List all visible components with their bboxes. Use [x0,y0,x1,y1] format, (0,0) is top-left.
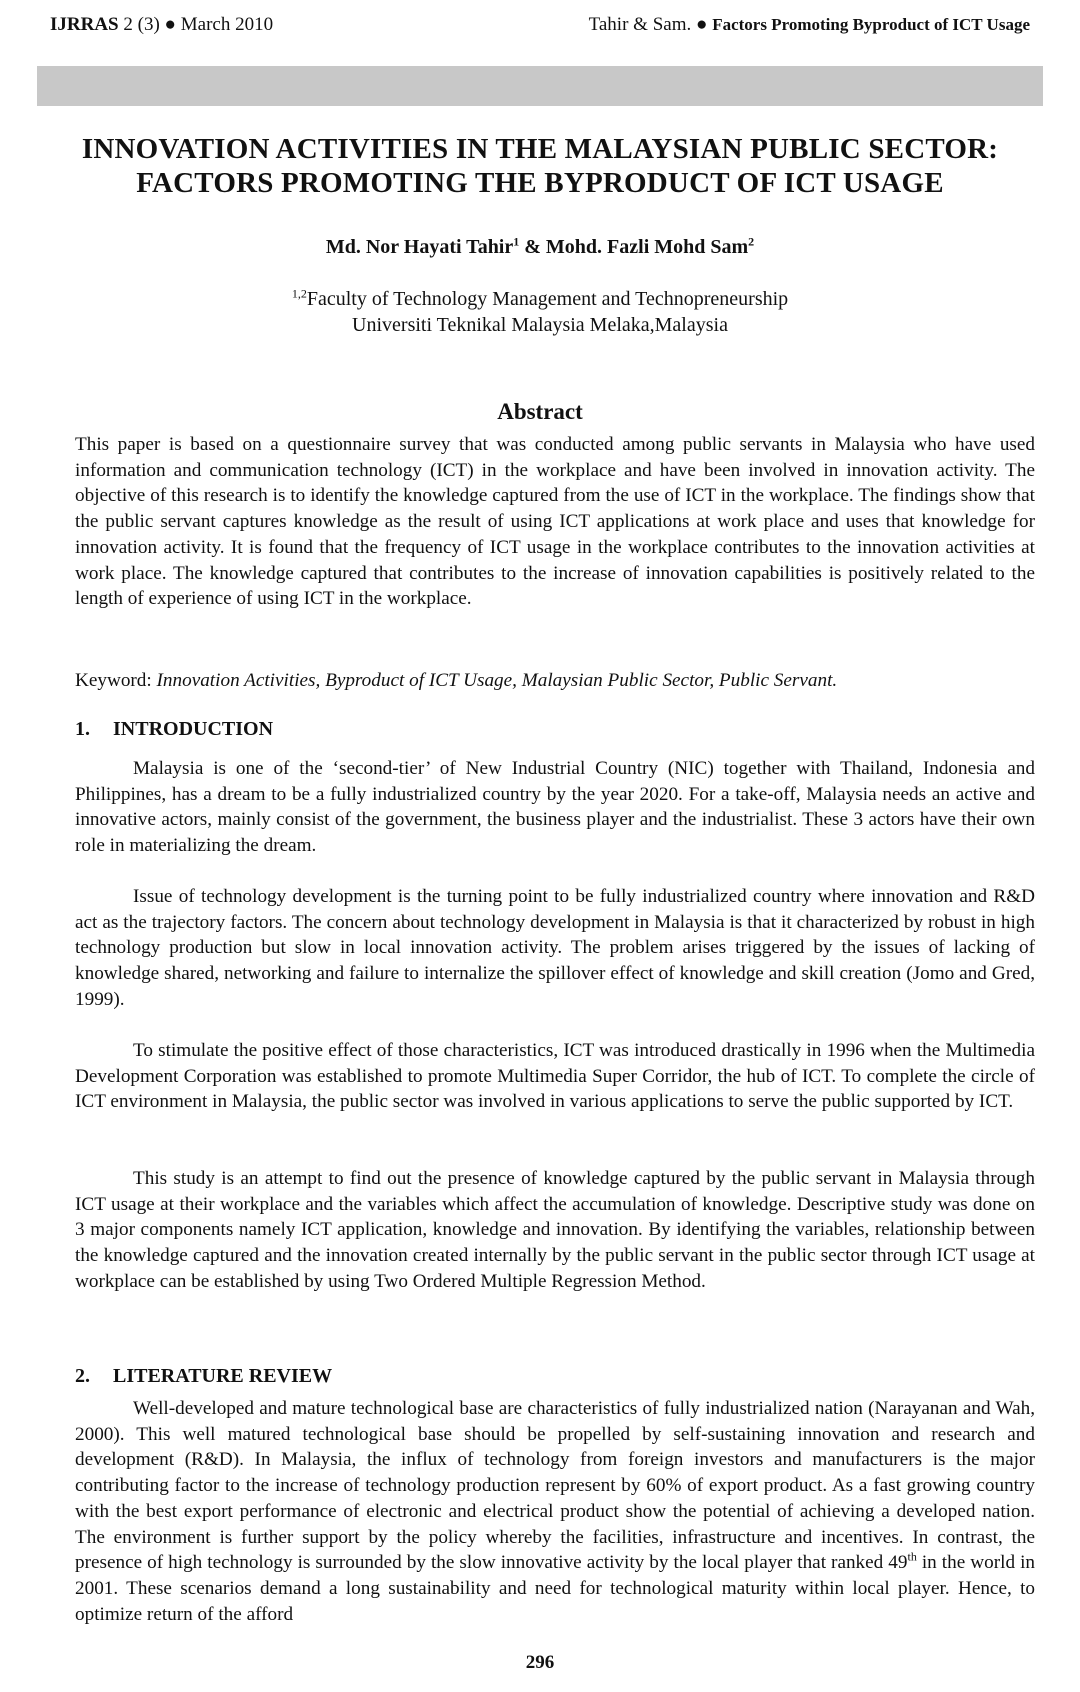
section-heading-literature-review [75,1365,332,1388]
running-authors: Tahir & Sam. ● [588,14,708,35]
paragraph-text-part-1: Well-developed and mature technological base are characteristics of fully industrialized nation (Narayanan and Wah, 2000). This well matured technological base should be propelled by self-sustaining innovation and research and development (R&D). In Malaysia, the influx of technology from foreign investors and manufacturers is the major contributing factor to the increase of technology production represent by 60% of export product. As a fast growing country with the best export performance of electronic and electrical product show the potential of achieving a developed nation. The environment is further support by the policy whereby the facilities, infrastructure and incentives. In contrast, the presence of high technology is surrounded by the slow innovative activity by the local player that ranked 49 [75,1398,1035,1574]
paragraph-text [75,1396,1035,1627]
author-1: Md. Nor Hayati Tahir [325,236,514,258]
section-number: 2. [75,1365,90,1387]
abstract-body [75,432,1035,612]
paragraph-text-part-2: in the world in 2001. These scenarios demand a long sustainability and need for technological maturity within local player. Hence, to optimize return of the afford [75,1552,1035,1625]
paper-title-line-2: FACTORS PROMOTING THE BYPRODUCT OF ICT USAGE [136,167,944,199]
intro-paragraph-4 [75,1166,1035,1295]
journal-name: IJRRAS [50,14,119,35]
section-title: LITERATURE REVIEW [113,1365,333,1387]
literature-paragraph-1 [75,1396,1035,1627]
keywords-label: Keyword: [75,670,157,691]
paragraph-text: Issue of technology development is the turning point to be fully industrialized country where innovation and R&D act as the trajectory factors. The concern about technology development in Malaysia is that it characterized by robust in high technology production but slow in local innovation activity. The problem arises triggered by the issues of lacking of knowledge shared, networking and failure to internalize the spillover effect of knowledge and skill creation (Jomo and Gred, 1999). [75,886,1035,1010]
paragraph-text: Malaysia is one of the ‘second-tier’ of New Industrial Country (NIC) together with Thailand, Indonesia and Philippines, has a dream to be a fully industrialized country by the year 2020. For a take-off, Malaysia needs an active and innovative actors, mainly consist of the government, the business player and the industrialist. These 3 actors have their own role in materializing the dream. [75,758,1035,857]
abstract-text: This paper is based on a questionnaire survey that was conducted among public servants in Malaysia who have used information and communication technology (ICT) in the workplace and have been involved in innovation activity. The objective of this research is to identify the knowledge captured from the use of ICT in the workplace. The findings show that the public servant captures knowledge as the result of using ICT applications at work place and uses that knowledge for innovation activity. It is found that the frequency of ICT usage in the workplace contributes to the innovation activities at work place. The knowledge captured that contributes to the increase of innovation capabilities is positively related to the length of experience of using ICT in the workplace. [75,434,1035,610]
journal-issue: 2 (3) ● March 2010 [123,14,274,35]
section-title: INTRODUCTION [113,718,274,740]
author-list [40,236,1040,259]
affiliation-university: Universiti Teknikal Malaysia Melaka,Malaysia [352,314,728,336]
affiliation [40,286,1040,338]
running-header [50,14,1030,38]
author-2: Mohd. Fazli Mohd Sam [545,236,749,258]
section-number: 1. [75,718,90,740]
abstract-heading: Abstract [497,399,583,424]
intro-paragraph-1 [75,756,1035,859]
affiliation-faculty: Faculty of Technology Management and Technopreneurship [306,288,789,310]
author-1-affiliation-mark: 1 [513,234,520,249]
keywords-text: Innovation Activities, Byproduct of ICT Usage, Malaysian Public Sector, Public Servant. [156,670,838,691]
author-separator: & [519,236,546,258]
paper-title-line-1: INNOVATION ACTIVITIES IN THE MALAYSIAN PUBLIC SECTOR: [81,133,999,165]
running-title [589,14,1030,36]
paragraph-text: To stimulate the positive effect of those characteristics, ICT was introduced drastically in 1996 when the Multimedia Development Corporation was established to promote Multimedia Super Corridor, the hub of ICT. To complete the circle of ICT environment in Malaysia, the public sector was involved in various applications to serve the public supported by ICT. [75,1040,1035,1113]
page-number: 296 [525,1652,555,1673]
intro-paragraph-2 [75,884,1035,1013]
running-title-text: Factors Promoting Byproduct of ICT Usage [712,15,1030,34]
ordinal-suffix: th [907,1549,917,1564]
intro-paragraph-3 [75,1038,1035,1115]
affiliation-mark: 1,2 [291,286,307,301]
paragraph-text: This study is an attempt to find out the presence of knowledge captured by the public servant in Malaysia through ICT usage at their workplace and the variables which affect the accumulation of knowledge. Descriptive study was done on 3 major components namely ICT application, knowledge and innovation. By identifying the variables, relationship between the knowledge captured and the innovation created internally by the public servant in the public sector through ICT usage at workplace can be established by using Two Ordered Multiple Regression Method. [75,1168,1035,1292]
header-divider-bar [37,66,1043,106]
author-2-affiliation-mark: 2 [748,234,755,249]
section-heading-introduction [75,718,273,741]
keywords [75,668,1035,694]
paper-title [40,132,1040,200]
journal-citation [50,14,273,36]
